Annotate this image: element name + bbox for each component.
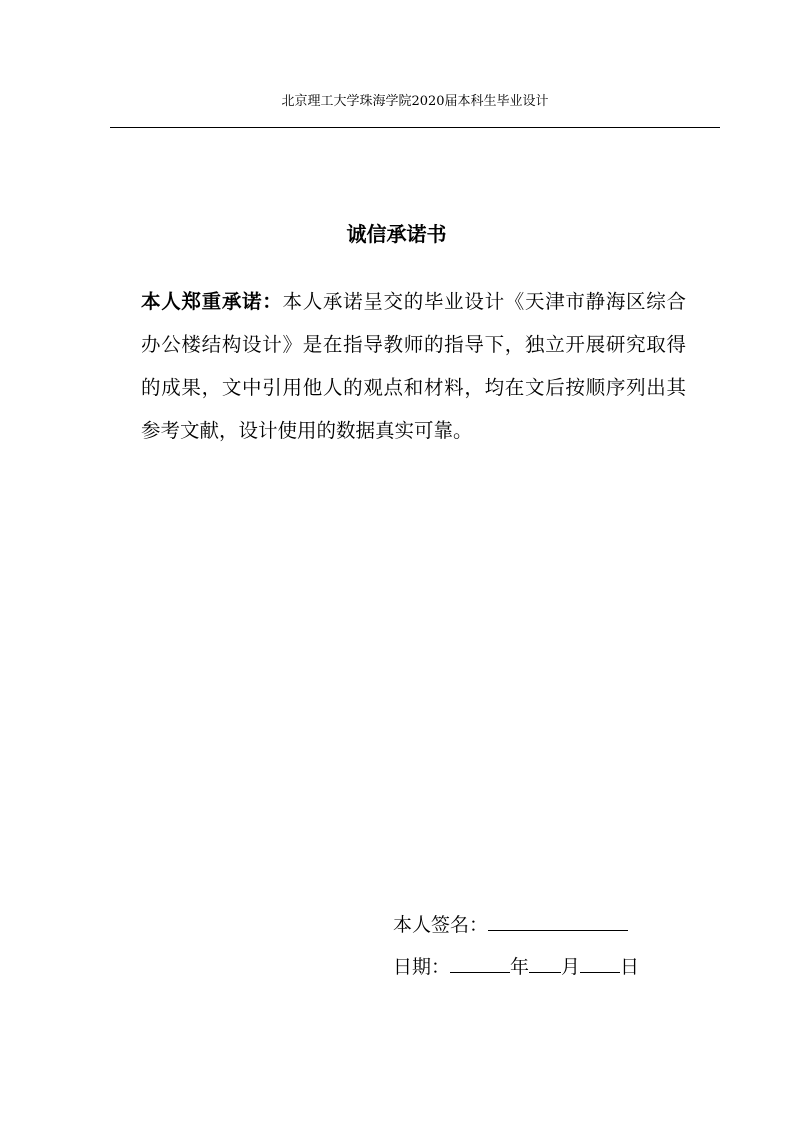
statement-paragraph xyxy=(141,280,686,452)
date-label: 日期： xyxy=(393,956,451,978)
month-label: 月 xyxy=(561,956,581,978)
statement-body: 本人承诺呈交的毕业设计《天津市静海区综合办公楼结构设计》是在指导教师的指导下，独立开展研究取得的成果，文中引用他人的观点和材料，均在文后按顺序列出其参考文献，设计使用的数据真实可靠。 xyxy=(141,290,686,442)
running-header: 北京理工大学珠海学院2020届本科生毕业设计 xyxy=(281,94,549,109)
signature-row xyxy=(393,908,628,940)
day-blank xyxy=(580,950,620,973)
month-blank xyxy=(529,950,561,973)
signature-label: 本人签名： xyxy=(393,914,489,936)
year-label: 年 xyxy=(510,956,530,978)
year-blank xyxy=(450,950,510,973)
statement-lead: 本人郑重承诺： xyxy=(141,290,283,313)
date-row xyxy=(393,950,639,982)
header-divider xyxy=(110,127,720,128)
day-label: 日 xyxy=(620,956,640,978)
signature-blank xyxy=(488,908,628,931)
document-title: 诚信承诺书 xyxy=(346,222,447,246)
